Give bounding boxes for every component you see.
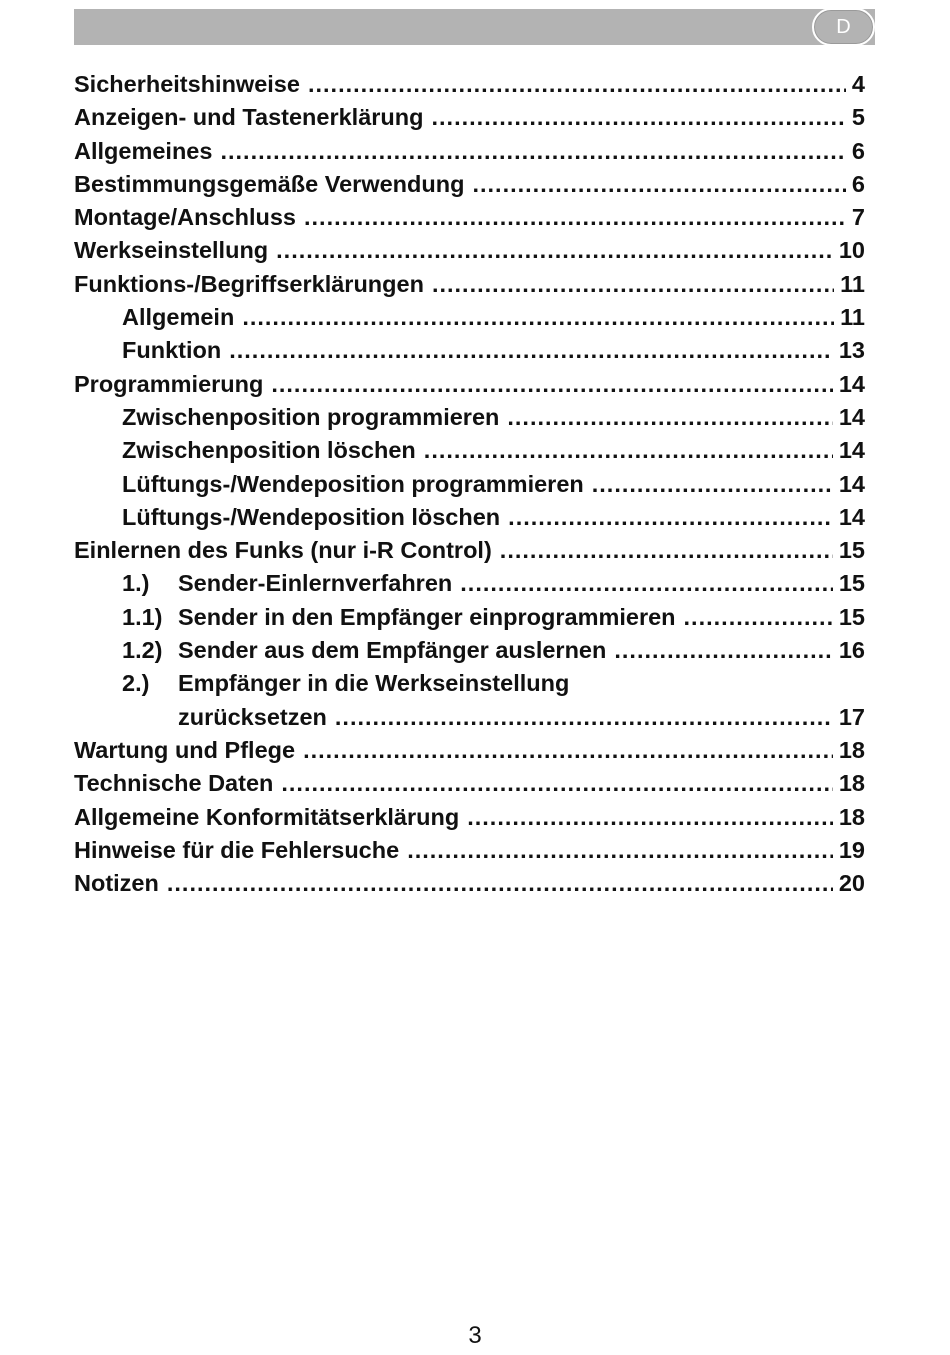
toc-page: 14 xyxy=(838,437,865,464)
toc-title: Empfänger in die Werkseinstellung xyxy=(178,670,570,697)
toc-title: Lüftungs-/Wendeposition programmieren xyxy=(122,470,584,497)
toc-leader xyxy=(460,567,833,600)
toc-leader xyxy=(407,834,833,867)
toc-title: Notizen xyxy=(74,870,159,897)
toc-number: 2.) xyxy=(122,670,150,697)
toc-page: 15 xyxy=(838,570,865,597)
toc-entry[interactable] xyxy=(74,867,865,900)
toc-page: 5 xyxy=(851,104,865,131)
toc-entry[interactable] xyxy=(74,201,865,234)
toc-entry[interactable] xyxy=(74,801,865,834)
toc-title: Lüftungs-/Wendeposition löschen xyxy=(122,503,501,530)
toc-page: 16 xyxy=(838,637,865,664)
toc-page: 18 xyxy=(838,803,865,830)
toc-page: 18 xyxy=(838,770,865,797)
toc-leader xyxy=(507,401,832,434)
toc-page: 17 xyxy=(838,703,865,730)
toc-page: 18 xyxy=(838,736,865,763)
toc-title: Funktions-/Begriffserklärungen xyxy=(74,270,424,297)
toc-title: Anzeigen- und Tastenerklärung xyxy=(74,104,424,131)
toc-subentry[interactable] xyxy=(74,667,865,700)
toc-subentry[interactable] xyxy=(74,301,865,334)
toc-page: 20 xyxy=(838,870,865,897)
toc-entry[interactable] xyxy=(74,168,865,201)
toc-title: Funktion xyxy=(122,337,222,364)
header-bar xyxy=(74,9,875,45)
toc-title: Sender in den Empfänger einprogrammieren xyxy=(178,603,676,630)
toc-subentry[interactable] xyxy=(74,334,865,367)
toc-page: 14 xyxy=(838,370,865,397)
toc-subentry[interactable] xyxy=(74,567,865,600)
toc-entry[interactable] xyxy=(74,534,865,567)
toc-page: 11 xyxy=(840,304,865,331)
toc-page: 14 xyxy=(838,403,865,430)
toc-page: 11 xyxy=(840,270,865,297)
toc-page: 10 xyxy=(838,237,865,264)
toc-entry[interactable] xyxy=(74,734,865,767)
toc-leader xyxy=(271,368,833,401)
toc-page: 13 xyxy=(838,337,865,364)
toc-subentry[interactable] xyxy=(74,601,865,634)
language-badge: D xyxy=(812,8,875,46)
toc-title: Bestimmungsgemäße Verwendung xyxy=(74,170,465,197)
toc-title: zurücksetzen xyxy=(178,703,327,730)
toc-number: 1.2) xyxy=(122,637,163,664)
toc-page: 14 xyxy=(838,470,865,497)
toc-subentry-continuation[interactable] xyxy=(74,701,865,734)
toc-leader xyxy=(335,701,833,734)
toc-page: 14 xyxy=(838,503,865,530)
toc-number: 1.1) xyxy=(122,603,163,630)
toc-leader xyxy=(276,234,833,267)
toc-page: 4 xyxy=(851,71,865,97)
toc-leader xyxy=(424,434,833,467)
toc-title: Werkseinstellung xyxy=(74,237,269,264)
toc-leader xyxy=(304,201,846,234)
toc-subentry[interactable] xyxy=(74,634,865,667)
table-of-contents xyxy=(74,68,865,900)
toc-leader xyxy=(592,468,833,501)
page-number: 3 xyxy=(468,1322,482,1349)
toc-leader xyxy=(220,135,845,168)
toc-leader xyxy=(281,767,832,800)
toc-leader xyxy=(684,601,833,634)
toc-title: Sicherheitshinweise xyxy=(74,71,300,97)
toc-subentry[interactable] xyxy=(74,468,865,501)
toc-entry[interactable] xyxy=(74,767,865,800)
toc-leader xyxy=(432,268,834,301)
toc-subentry[interactable] xyxy=(74,401,865,434)
toc-title: Hinweise für die Fehlersuche xyxy=(74,836,400,863)
toc-title: Sender aus dem Empfänger auslernen xyxy=(178,637,607,664)
toc-title: Technische Daten xyxy=(74,770,274,797)
toc-number: 1.) xyxy=(122,570,150,597)
toc-title: Sender-Einlernverfahren xyxy=(178,570,453,597)
toc-page: 15 xyxy=(838,603,865,630)
toc-entry[interactable] xyxy=(74,101,865,134)
toc-entry[interactable] xyxy=(74,68,865,101)
toc-leader xyxy=(508,501,833,534)
toc-title: Zwischenposition programmieren xyxy=(122,403,500,430)
toc-leader xyxy=(167,867,833,900)
toc-entry[interactable] xyxy=(74,268,865,301)
toc-page: 6 xyxy=(851,137,865,164)
toc-entry[interactable] xyxy=(74,135,865,168)
toc-leader xyxy=(303,734,833,767)
toc-leader xyxy=(467,801,833,834)
toc-leader xyxy=(308,68,846,101)
toc-entry[interactable] xyxy=(74,368,865,401)
toc-entry[interactable] xyxy=(74,834,865,867)
toc-page: 7 xyxy=(851,204,865,231)
toc-leader xyxy=(614,634,833,667)
toc-title: Zwischenposition löschen xyxy=(122,437,416,464)
toc-page: 15 xyxy=(838,537,865,564)
toc-title: Montage/Anschluss xyxy=(74,204,296,231)
toc-leader xyxy=(472,168,845,201)
toc-title: Allgemein xyxy=(122,304,235,331)
toc-title: Einlernen des Funks (nur i-R Control) xyxy=(74,537,492,564)
toc-leader xyxy=(432,101,846,134)
toc-title: Allgemeine Konformitätserklärung xyxy=(74,803,460,830)
toc-leader xyxy=(242,301,834,334)
toc-leader xyxy=(229,334,833,367)
toc-title: Wartung und Pflege xyxy=(74,736,296,763)
toc-title: Allgemeines xyxy=(74,137,213,164)
toc-subentry[interactable] xyxy=(74,501,865,534)
toc-entry[interactable] xyxy=(74,234,865,267)
toc-leader xyxy=(500,534,833,567)
toc-subentry[interactable] xyxy=(74,434,865,467)
toc-page: 6 xyxy=(851,170,865,197)
toc-page: 19 xyxy=(838,836,865,863)
toc-title: Programmierung xyxy=(74,370,264,397)
